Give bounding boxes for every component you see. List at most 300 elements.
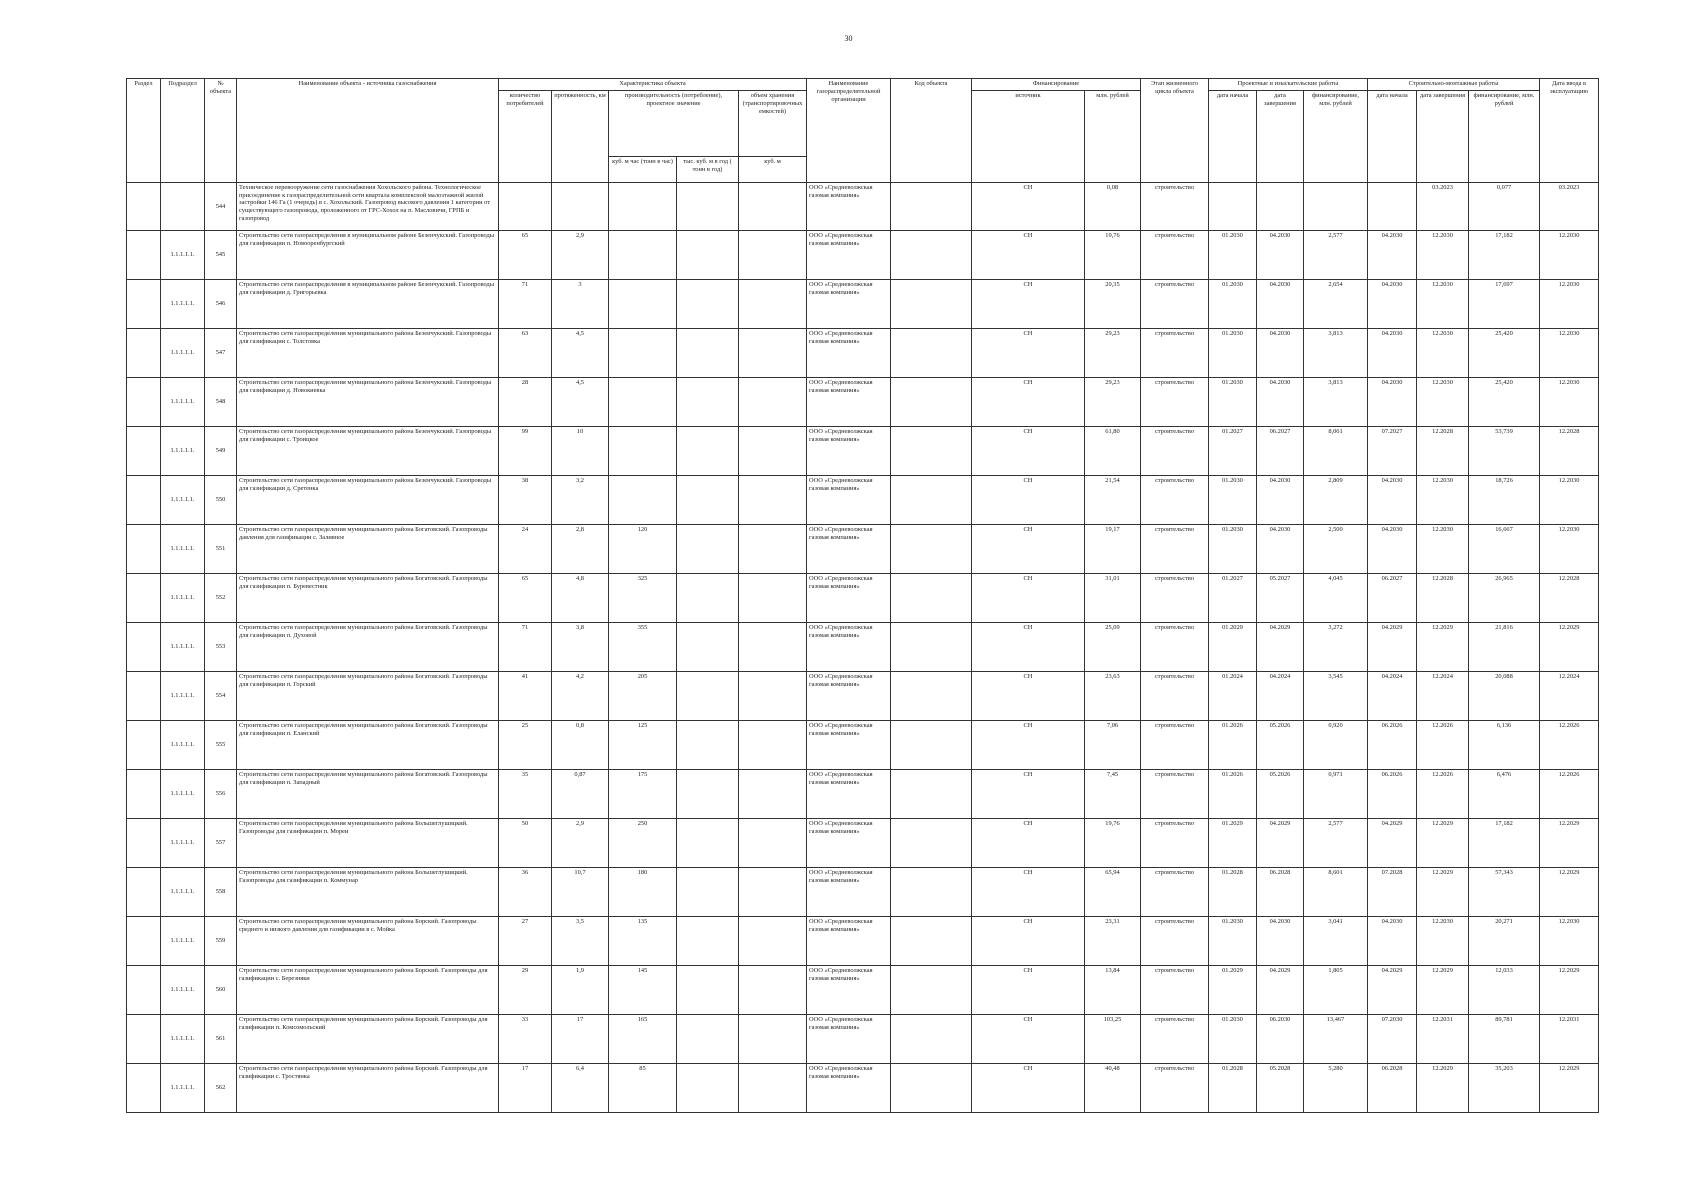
cell-capacity-hour: 135 bbox=[609, 917, 677, 966]
cell-mln: 7,45 bbox=[1085, 770, 1141, 819]
cell-podrazdel: 1.1.1.1.1. bbox=[161, 476, 205, 525]
header-characteristics: Характеристика объекта bbox=[499, 79, 807, 91]
cell-design-fin: 2,577 bbox=[1304, 819, 1368, 868]
cell-construction-start: 06.2026 bbox=[1368, 721, 1417, 770]
cell-design-fin: 1,805 bbox=[1304, 966, 1368, 1015]
cell-design-start bbox=[1209, 183, 1257, 231]
cell-commissioning: 12.2026 bbox=[1540, 770, 1599, 819]
cell-construction-end: 12.2029 bbox=[1417, 819, 1469, 868]
cell-design-start: 01.2030 bbox=[1209, 476, 1257, 525]
cell-organization: ООО «Средневолжская газовая компания» bbox=[807, 525, 891, 574]
cell-capacity-year bbox=[677, 378, 739, 427]
header-construction-fin: финансирование, млн. рублей bbox=[1469, 91, 1540, 183]
cell-podrazdel: 1.1.1.1.1. bbox=[161, 1064, 205, 1113]
cell-mln: 25,09 bbox=[1085, 623, 1141, 672]
cell-razdel bbox=[127, 917, 161, 966]
cell-design-fin: 2,500 bbox=[1304, 525, 1368, 574]
cell-design-fin: 8,601 bbox=[1304, 868, 1368, 917]
cell-design-fin: 2,809 bbox=[1304, 476, 1368, 525]
cell-razdel bbox=[127, 721, 161, 770]
cell-length: 3,8 bbox=[552, 623, 609, 672]
cell-object-code bbox=[891, 721, 972, 770]
table-row bbox=[127, 966, 1599, 1015]
cell-construction-end: 12.2028 bbox=[1417, 574, 1469, 623]
cell-design-fin: 3,041 bbox=[1304, 917, 1368, 966]
cell-consumers: 38 bbox=[499, 476, 552, 525]
cell-mln: 19,76 bbox=[1085, 819, 1141, 868]
cell-design-start: 01.2030 bbox=[1209, 1015, 1257, 1064]
cell-construction-start bbox=[1368, 183, 1417, 231]
cell-commissioning: 12.2030 bbox=[1540, 525, 1599, 574]
header-razdel: Раздел bbox=[127, 79, 161, 183]
table-row bbox=[127, 574, 1599, 623]
cell-mln: 61,80 bbox=[1085, 427, 1141, 476]
cell-object-code bbox=[891, 1064, 972, 1113]
cell-design-end: 05.2026 bbox=[1257, 721, 1304, 770]
cell-construction-fin: 12,033 bbox=[1469, 966, 1540, 1015]
investment-program-table bbox=[126, 78, 1599, 1113]
cell-commissioning: 12.2028 bbox=[1540, 574, 1599, 623]
header-mln: млн. рублей bbox=[1085, 91, 1141, 183]
cell-object-code bbox=[891, 525, 972, 574]
table-row bbox=[127, 427, 1599, 476]
cell-storage bbox=[739, 427, 807, 476]
cell-storage bbox=[739, 819, 807, 868]
cell-razdel bbox=[127, 231, 161, 280]
cell-storage bbox=[739, 623, 807, 672]
cell-construction-fin: 21,816 bbox=[1469, 623, 1540, 672]
cell-organization: ООО «Средневолжская газовая компания» bbox=[807, 868, 891, 917]
cell-razdel bbox=[127, 329, 161, 378]
cell-razdel bbox=[127, 819, 161, 868]
cell-length: 2,8 bbox=[552, 525, 609, 574]
cell-construction-start: 04.2024 bbox=[1368, 672, 1417, 721]
cell-capacity-year bbox=[677, 868, 739, 917]
cell-construction-end: 12.2029 bbox=[1417, 868, 1469, 917]
cell-object-code bbox=[891, 672, 972, 721]
cell-design-end: 06.2028 bbox=[1257, 868, 1304, 917]
cell-length: 1,9 bbox=[552, 966, 609, 1015]
cell-mln: 19,17 bbox=[1085, 525, 1141, 574]
cell-capacity-hour bbox=[609, 280, 677, 329]
table-row bbox=[127, 183, 1599, 231]
header-object-no: № объекта bbox=[205, 79, 237, 183]
cell-object-name: Строительство сети газораспределения муниципального района Безенчукский. Газопроводы для газификации д. Сретенка bbox=[237, 476, 499, 525]
cell-object-no: 555 bbox=[205, 721, 237, 770]
cell-construction-start: 06.2028 bbox=[1368, 1064, 1417, 1113]
cell-object-name: Строительство сети газораспределения муниципального района Большеглушицкий. Газопроводы для газификации п. Коммунар bbox=[237, 868, 499, 917]
cell-podrazdel: 1.1.1.1.1. bbox=[161, 672, 205, 721]
cell-storage bbox=[739, 917, 807, 966]
cell-object-no: 558 bbox=[205, 868, 237, 917]
cell-podrazdel: 1.1.1.1.1. bbox=[161, 231, 205, 280]
cell-mln: 23,31 bbox=[1085, 917, 1141, 966]
cell-organization: ООО «Средневолжская газовая компания» bbox=[807, 574, 891, 623]
cell-design-start: 01.2030 bbox=[1209, 329, 1257, 378]
cell-design-fin: 5,280 bbox=[1304, 1064, 1368, 1113]
cell-storage bbox=[739, 770, 807, 819]
cell-mln: 21,54 bbox=[1085, 476, 1141, 525]
header-organization: Наименование газораспределительной организации bbox=[807, 79, 891, 183]
cell-construction-fin: 17,697 bbox=[1469, 280, 1540, 329]
cell-construction-end: 12.2030 bbox=[1417, 378, 1469, 427]
cell-object-no: 562 bbox=[205, 1064, 237, 1113]
cell-length: 4,5 bbox=[552, 329, 609, 378]
cell-object-no: 554 bbox=[205, 672, 237, 721]
table-row bbox=[127, 476, 1599, 525]
cell-source: СН bbox=[972, 476, 1085, 525]
cell-source: СН bbox=[972, 966, 1085, 1015]
cell-podrazdel: 1.1.1.1.1. bbox=[161, 525, 205, 574]
cell-design-fin: 3,813 bbox=[1304, 329, 1368, 378]
cell-mln: 65,94 bbox=[1085, 868, 1141, 917]
cell-commissioning: 12.2029 bbox=[1540, 819, 1599, 868]
cell-object-no: 549 bbox=[205, 427, 237, 476]
cell-object-no: 557 bbox=[205, 819, 237, 868]
cell-object-code bbox=[891, 329, 972, 378]
cell-source: СН bbox=[972, 329, 1085, 378]
cell-construction-end: 03.2023 bbox=[1417, 183, 1469, 231]
cell-capacity-year bbox=[677, 672, 739, 721]
cell-length: 4,8 bbox=[552, 574, 609, 623]
cell-podrazdel: 1.1.1.1.1. bbox=[161, 623, 205, 672]
cell-capacity-year bbox=[677, 183, 739, 231]
cell-storage bbox=[739, 183, 807, 231]
cell-length: 6,4 bbox=[552, 1064, 609, 1113]
cell-length: 0,8 bbox=[552, 721, 609, 770]
cell-source: СН bbox=[972, 623, 1085, 672]
cell-lifecycle: строительство bbox=[1141, 231, 1209, 280]
cell-podrazdel: 1.1.1.1.1. bbox=[161, 427, 205, 476]
cell-design-start: 01.2028 bbox=[1209, 868, 1257, 917]
cell-object-code bbox=[891, 280, 972, 329]
cell-storage bbox=[739, 525, 807, 574]
cell-lifecycle: строительство bbox=[1141, 623, 1209, 672]
cell-lifecycle: строительство bbox=[1141, 868, 1209, 917]
header-design-fin: финансирование, млн. рублей bbox=[1304, 91, 1368, 183]
cell-source: СН bbox=[972, 574, 1085, 623]
cell-razdel bbox=[127, 868, 161, 917]
cell-design-fin: 2,577 bbox=[1304, 231, 1368, 280]
cell-organization: ООО «Средневолжская газовая компания» bbox=[807, 378, 891, 427]
cell-podrazdel: 1.1.1.1.1. bbox=[161, 868, 205, 917]
cell-lifecycle: строительство bbox=[1141, 427, 1209, 476]
header-lifecycle: Этап жизненного цикла объекта bbox=[1141, 79, 1209, 183]
cell-construction-fin: 0,077 bbox=[1469, 183, 1540, 231]
cell-capacity-year bbox=[677, 525, 739, 574]
cell-mln: 31,01 bbox=[1085, 574, 1141, 623]
cell-organization: ООО «Средневолжская газовая компания» bbox=[807, 476, 891, 525]
cell-commissioning: 12.2028 bbox=[1540, 427, 1599, 476]
cell-construction-fin: 20,271 bbox=[1469, 917, 1540, 966]
cell-mln: 29,23 bbox=[1085, 378, 1141, 427]
cell-design-fin: 3,813 bbox=[1304, 378, 1368, 427]
cell-mln: 23,63 bbox=[1085, 672, 1141, 721]
cell-commissioning: 03.2023 bbox=[1540, 183, 1599, 231]
cell-source: СН bbox=[972, 525, 1085, 574]
cell-razdel bbox=[127, 1015, 161, 1064]
cell-storage bbox=[739, 574, 807, 623]
cell-capacity-hour bbox=[609, 231, 677, 280]
table-row bbox=[127, 525, 1599, 574]
cell-mln: 7,06 bbox=[1085, 721, 1141, 770]
cell-consumers: 71 bbox=[499, 623, 552, 672]
cell-storage bbox=[739, 231, 807, 280]
cell-commissioning: 12.2030 bbox=[1540, 329, 1599, 378]
cell-organization: ООО «Средневолжская газовая компания» bbox=[807, 231, 891, 280]
cell-object-code bbox=[891, 476, 972, 525]
cell-organization: ООО «Средневолжская газовая компания» bbox=[807, 819, 891, 868]
cell-razdel bbox=[127, 966, 161, 1015]
cell-design-fin: 13,467 bbox=[1304, 1015, 1368, 1064]
cell-storage bbox=[739, 721, 807, 770]
cell-razdel bbox=[127, 623, 161, 672]
cell-design-end: 06.2030 bbox=[1257, 1015, 1304, 1064]
cell-storage bbox=[739, 280, 807, 329]
cell-object-name: Строительство сети газораспределения муниципального района Богатовский. Газопроводы для газификации п. Горский bbox=[237, 672, 499, 721]
cell-design-end: 05.2028 bbox=[1257, 1064, 1304, 1113]
cell-organization: ООО «Средневолжская газовая компания» bbox=[807, 1015, 891, 1064]
table-row bbox=[127, 819, 1599, 868]
cell-object-name: Строительство сети газораспределения муниципального района Большеглушицкий. Газопроводы для газификации п. Мореи bbox=[237, 819, 499, 868]
cell-podrazdel: 1.1.1.1.1. bbox=[161, 721, 205, 770]
cell-construction-end: 12.2030 bbox=[1417, 525, 1469, 574]
cell-organization: ООО «Средневолжская газовая компания» bbox=[807, 623, 891, 672]
cell-lifecycle: строительство bbox=[1141, 329, 1209, 378]
cell-design-start: 01.2030 bbox=[1209, 525, 1257, 574]
cell-design-end: 05.2026 bbox=[1257, 770, 1304, 819]
cell-source: СН bbox=[972, 721, 1085, 770]
cell-capacity-hour bbox=[609, 378, 677, 427]
cell-consumers: 17 bbox=[499, 1064, 552, 1113]
cell-consumers: 71 bbox=[499, 280, 552, 329]
cell-lifecycle: строительство bbox=[1141, 917, 1209, 966]
header-consumers: количество потребителей bbox=[499, 91, 552, 183]
cell-object-name: Строительство сети газораспределения в муниципальном районе Безенчукский. Газопроводы для газификации п. Новооренбургский bbox=[237, 231, 499, 280]
cell-source: СН bbox=[972, 280, 1085, 329]
cell-organization: ООО «Средневолжская газовая компания» bbox=[807, 966, 891, 1015]
cell-source: СН bbox=[972, 917, 1085, 966]
header-podrazdel: Подраздел bbox=[161, 79, 205, 183]
cell-design-start: 01.2027 bbox=[1209, 427, 1257, 476]
cell-object-name: Строительство сети газораспределения муниципального района Богатовский. Газопроводы для газификации п. Буревестник bbox=[237, 574, 499, 623]
header-design-start: дата начала bbox=[1209, 91, 1257, 183]
cell-source: СН bbox=[972, 427, 1085, 476]
cell-capacity-hour: 250 bbox=[609, 819, 677, 868]
cell-podrazdel: 1.1.1.1.1. bbox=[161, 770, 205, 819]
cell-design-end: 04.2030 bbox=[1257, 378, 1304, 427]
cell-object-code bbox=[891, 574, 972, 623]
cell-razdel bbox=[127, 770, 161, 819]
table-row bbox=[127, 721, 1599, 770]
cell-capacity-hour: 325 bbox=[609, 574, 677, 623]
cell-length: 4,5 bbox=[552, 378, 609, 427]
cell-design-end: 04.2029 bbox=[1257, 623, 1304, 672]
cell-capacity-year bbox=[677, 721, 739, 770]
cell-podrazdel: 1.1.1.1.1. bbox=[161, 819, 205, 868]
cell-consumers: 35 bbox=[499, 770, 552, 819]
cell-source: СН bbox=[972, 231, 1085, 280]
cell-capacity-hour: 355 bbox=[609, 623, 677, 672]
cell-consumers: 29 bbox=[499, 966, 552, 1015]
cell-design-fin: 8,061 bbox=[1304, 427, 1368, 476]
cell-razdel bbox=[127, 183, 161, 231]
header-commissioning: Дата ввода в эксплуатацию bbox=[1540, 79, 1599, 183]
table-row bbox=[127, 672, 1599, 721]
cell-capacity-hour: 205 bbox=[609, 672, 677, 721]
cell-object-name: Строительство сети газораспределения муниципального района Безенчукский. Газопроводы для газификации с. Толстовка bbox=[237, 329, 499, 378]
cell-consumers: 27 bbox=[499, 917, 552, 966]
cell-capacity-hour bbox=[609, 329, 677, 378]
cell-organization: ООО «Средневолжская газовая компания» bbox=[807, 1064, 891, 1113]
header-design-end: дата завершения bbox=[1257, 91, 1304, 183]
cell-mln: 40,48 bbox=[1085, 1064, 1141, 1113]
cell-object-code bbox=[891, 819, 972, 868]
cell-capacity-hour: 180 bbox=[609, 868, 677, 917]
cell-commissioning: 12.2031 bbox=[1540, 1015, 1599, 1064]
cell-length bbox=[552, 183, 609, 231]
cell-mln: 103,25 bbox=[1085, 1015, 1141, 1064]
cell-design-fin: 0,920 bbox=[1304, 721, 1368, 770]
cell-object-no: 553 bbox=[205, 623, 237, 672]
cell-design-start: 01.2030 bbox=[1209, 280, 1257, 329]
cell-lifecycle: строительство bbox=[1141, 574, 1209, 623]
cell-construction-start: 04.2030 bbox=[1368, 231, 1417, 280]
cell-design-fin: 3,272 bbox=[1304, 623, 1368, 672]
cell-source: СН bbox=[972, 183, 1085, 231]
cell-object-name: Строительство сети газораспределения муниципального района Борский. Газопроводы для газификации п. Комсомольский bbox=[237, 1015, 499, 1064]
header-object-code: Код объекта bbox=[891, 79, 972, 183]
cell-construction-fin: 17,182 bbox=[1469, 231, 1540, 280]
cell-design-start: 01.2029 bbox=[1209, 819, 1257, 868]
cell-podrazdel: 1.1.1.1.1. bbox=[161, 378, 205, 427]
cell-commissioning: 12.2029 bbox=[1540, 623, 1599, 672]
cell-object-no: 545 bbox=[205, 231, 237, 280]
cell-consumers: 24 bbox=[499, 525, 552, 574]
cell-storage bbox=[739, 1015, 807, 1064]
cell-podrazdel bbox=[161, 183, 205, 231]
cell-object-code bbox=[891, 427, 972, 476]
cell-design-end: 04.2030 bbox=[1257, 280, 1304, 329]
cell-object-no: 556 bbox=[205, 770, 237, 819]
header-construction-start: дата начала bbox=[1368, 91, 1417, 183]
cell-capacity-year bbox=[677, 770, 739, 819]
cell-construction-end: 12.2030 bbox=[1417, 917, 1469, 966]
header-construction-works: Строительно-монтажные работы bbox=[1368, 79, 1540, 91]
cell-consumers: 28 bbox=[499, 378, 552, 427]
cell-object-name: Техническое перевооружение сети газоснабжения Хохольского района. Технологическое присоединение к газораспределительной сети квартала комплексной малоэтажной жилой застройки 146 Га (1 очередь) в с. Хохольский. Газопровод высокого давления 1 категории от существующего газопровода, проложенного от ГРС-Хохол на п. Масловичи, ГРПБ и газопровод bbox=[237, 183, 499, 231]
cell-construction-start: 04.2029 bbox=[1368, 966, 1417, 1015]
cell-construction-fin: 17,182 bbox=[1469, 819, 1540, 868]
cell-object-no: 550 bbox=[205, 476, 237, 525]
cell-consumers: 65 bbox=[499, 231, 552, 280]
cell-commissioning: 12.2030 bbox=[1540, 231, 1599, 280]
table-body bbox=[127, 183, 1599, 1113]
cell-mln: 13,84 bbox=[1085, 966, 1141, 1015]
cell-storage bbox=[739, 672, 807, 721]
cell-commissioning: 12.2029 bbox=[1540, 1064, 1599, 1113]
cell-construction-end: 12.2029 bbox=[1417, 623, 1469, 672]
cell-razdel bbox=[127, 427, 161, 476]
cell-construction-start: 04.2029 bbox=[1368, 819, 1417, 868]
cell-design-start: 01.2029 bbox=[1209, 623, 1257, 672]
cell-capacity-hour: 85 bbox=[609, 1064, 677, 1113]
cell-object-no: 547 bbox=[205, 329, 237, 378]
cell-design-start: 01.2030 bbox=[1209, 231, 1257, 280]
cell-commissioning: 12.2030 bbox=[1540, 378, 1599, 427]
table-row bbox=[127, 231, 1599, 280]
header-design-works: Проектные и изыскательские работы bbox=[1209, 79, 1368, 91]
cell-consumers: 63 bbox=[499, 329, 552, 378]
cell-object-name: Строительство сети газораспределения в муниципальном районе Безенчукский. Газопроводы для газификации д. Григорьевка bbox=[237, 280, 499, 329]
cell-object-name: Строительство сети газораспределения муниципального района Борский. Газопроводы среднего и низкого давления для газификации в с. Мойка bbox=[237, 917, 499, 966]
cell-construction-start: 04.2030 bbox=[1368, 329, 1417, 378]
cell-design-end: 04.2029 bbox=[1257, 966, 1304, 1015]
cell-storage bbox=[739, 476, 807, 525]
cell-construction-fin: 25,420 bbox=[1469, 378, 1540, 427]
cell-design-start: 01.2027 bbox=[1209, 574, 1257, 623]
cell-storage bbox=[739, 378, 807, 427]
cell-lifecycle: строительство bbox=[1141, 1064, 1209, 1113]
cell-lifecycle: строительство bbox=[1141, 721, 1209, 770]
cell-commissioning: 12.2024 bbox=[1540, 672, 1599, 721]
cell-design-end: 04.2029 bbox=[1257, 819, 1304, 868]
cell-capacity-hour: 145 bbox=[609, 966, 677, 1015]
cell-construction-end: 12.2029 bbox=[1417, 1064, 1469, 1113]
cell-consumers: 65 bbox=[499, 574, 552, 623]
header-length: протяженность, км bbox=[552, 91, 609, 183]
cell-capacity-year bbox=[677, 1015, 739, 1064]
cell-object-no: 551 bbox=[205, 525, 237, 574]
cell-object-name: Строительство сети газораспределения муниципального района Богатовский. Газопроводы для газификации п. Еланский bbox=[237, 721, 499, 770]
cell-design-fin: 3,545 bbox=[1304, 672, 1368, 721]
cell-capacity-year bbox=[677, 819, 739, 868]
cell-construction-fin: 89,781 bbox=[1469, 1015, 1540, 1064]
cell-capacity-hour: 165 bbox=[609, 1015, 677, 1064]
cell-length: 17 bbox=[552, 1015, 609, 1064]
cell-consumers bbox=[499, 183, 552, 231]
cell-mln: 0,08 bbox=[1085, 183, 1141, 231]
cell-capacity-year bbox=[677, 917, 739, 966]
cell-object-no: 560 bbox=[205, 966, 237, 1015]
cell-design-end: 04.2030 bbox=[1257, 231, 1304, 280]
cell-length: 0,87 bbox=[552, 770, 609, 819]
cell-object-code bbox=[891, 378, 972, 427]
cell-design-start: 01.2030 bbox=[1209, 917, 1257, 966]
table-row bbox=[127, 1064, 1599, 1113]
cell-object-code bbox=[891, 966, 972, 1015]
cell-consumers: 36 bbox=[499, 868, 552, 917]
cell-design-end: 04.2030 bbox=[1257, 329, 1304, 378]
cell-storage bbox=[739, 329, 807, 378]
cell-length: 3 bbox=[552, 280, 609, 329]
cell-object-code bbox=[891, 770, 972, 819]
header-construction-end: дата завершения bbox=[1417, 91, 1469, 183]
header-unit-storage: куб. м bbox=[739, 157, 807, 183]
cell-commissioning: 12.2029 bbox=[1540, 966, 1599, 1015]
cell-capacity-year bbox=[677, 966, 739, 1015]
cell-commissioning: 12.2030 bbox=[1540, 280, 1599, 329]
cell-length: 2,9 bbox=[552, 231, 609, 280]
cell-capacity-hour bbox=[609, 427, 677, 476]
table-row bbox=[127, 1015, 1599, 1064]
cell-source: СН bbox=[972, 819, 1085, 868]
cell-podrazdel: 1.1.1.1.1. bbox=[161, 329, 205, 378]
cell-length: 4,2 bbox=[552, 672, 609, 721]
cell-capacity-hour bbox=[609, 183, 677, 231]
cell-source: СН bbox=[972, 1064, 1085, 1113]
cell-length: 10,7 bbox=[552, 868, 609, 917]
